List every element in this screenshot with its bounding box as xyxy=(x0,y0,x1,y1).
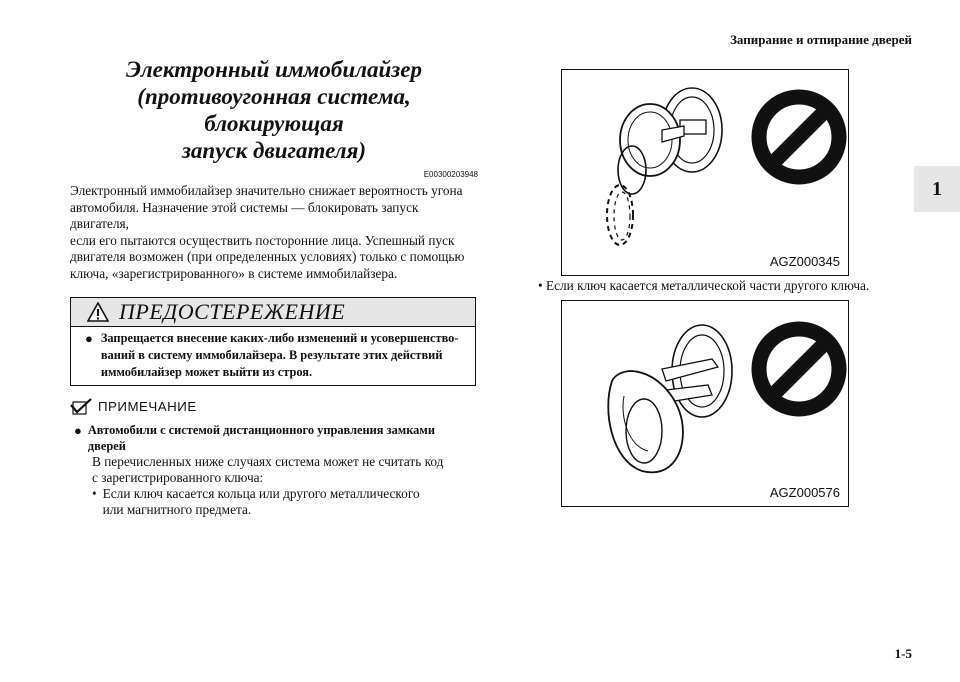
warning-line: Запрещается внесение каких-либо изменений и усовершенство- xyxy=(100,330,459,345)
running-header: Запирание и отпирание дверей xyxy=(730,32,912,47)
note-bullet-line: Если ключ касается кольца или другого металлического xyxy=(102,485,420,501)
bullet-icon: ● xyxy=(74,422,82,438)
figure-caption-bullet xyxy=(538,278,869,294)
warning-line: ваний в систему иммобилайзера. В результате этих действий xyxy=(100,347,443,362)
warning-title: ПРЕДОСТЕРЕЖЕНИЕ xyxy=(119,298,346,324)
caption-text: Если ключ касается металлической части другого ключа. xyxy=(545,278,870,293)
note-title-line: дверей xyxy=(87,438,126,453)
figure-label: AGZ000345 xyxy=(769,254,840,269)
key-ring-illustration-icon xyxy=(562,70,848,275)
figure-key-ring xyxy=(561,69,849,276)
chapter-tab: 1 xyxy=(914,166,960,212)
note-block xyxy=(74,422,478,518)
section-code: E00300203948 xyxy=(423,170,478,179)
warning-header xyxy=(71,298,475,327)
note-item xyxy=(74,422,478,454)
note-item-title xyxy=(88,422,435,454)
note-paragraph xyxy=(92,454,478,486)
intro-text xyxy=(70,183,478,283)
heading-line: Электронный иммобилайзер xyxy=(126,57,422,82)
heading-line: (противоугонная система, блокирующая xyxy=(137,84,411,136)
note-para-line: В перечисленных ниже случаях система может не считать код xyxy=(92,453,444,469)
left-column xyxy=(70,56,478,518)
intro-line: ключа, «зарегистрированного» в системе иммобилайзера. xyxy=(70,265,398,281)
figure-label: AGZ000576 xyxy=(769,485,840,500)
page-number: 1-5 xyxy=(894,646,912,661)
note-para-line: с зарегистрированного ключа: xyxy=(92,469,264,485)
small-bullet-icon: • xyxy=(538,278,543,293)
note-title-line: Автомобили с системой дистанционного управления замками xyxy=(87,422,435,437)
figure-two-keys xyxy=(561,300,849,507)
warning-body xyxy=(71,327,475,385)
warning-box xyxy=(70,297,476,386)
note-bullet-line: или магнитного предмета. xyxy=(102,501,252,517)
small-bullet-icon: • xyxy=(92,485,97,501)
intro-line: Электронный иммобилайзер значительно снижает вероятность угона xyxy=(70,183,463,198)
heading-line: запуск двигателя) xyxy=(181,138,367,163)
intro-line: двигателя возможен (при определенных условиях) только с помощью xyxy=(70,249,465,265)
note-sub-bullet xyxy=(92,486,478,518)
intro-line: если его пытаются осуществить посторонние лица. Успешный пуск xyxy=(70,232,455,248)
note-title: ПРИМЕЧАНИЕ xyxy=(98,399,197,415)
warning-line: иммобилайзер может выйти из строя. xyxy=(100,364,313,379)
bullet-icon: ● xyxy=(85,330,93,346)
intro-line: автомобиля. Назначение этой системы — блокировать запуск двигателя, xyxy=(70,199,419,232)
warning-triangle-icon xyxy=(87,302,109,322)
section-heading xyxy=(70,56,478,164)
two-keys-illustration-icon xyxy=(562,301,848,506)
note-header xyxy=(70,398,478,416)
note-check-icon xyxy=(70,398,92,416)
warning-text xyxy=(101,330,459,381)
